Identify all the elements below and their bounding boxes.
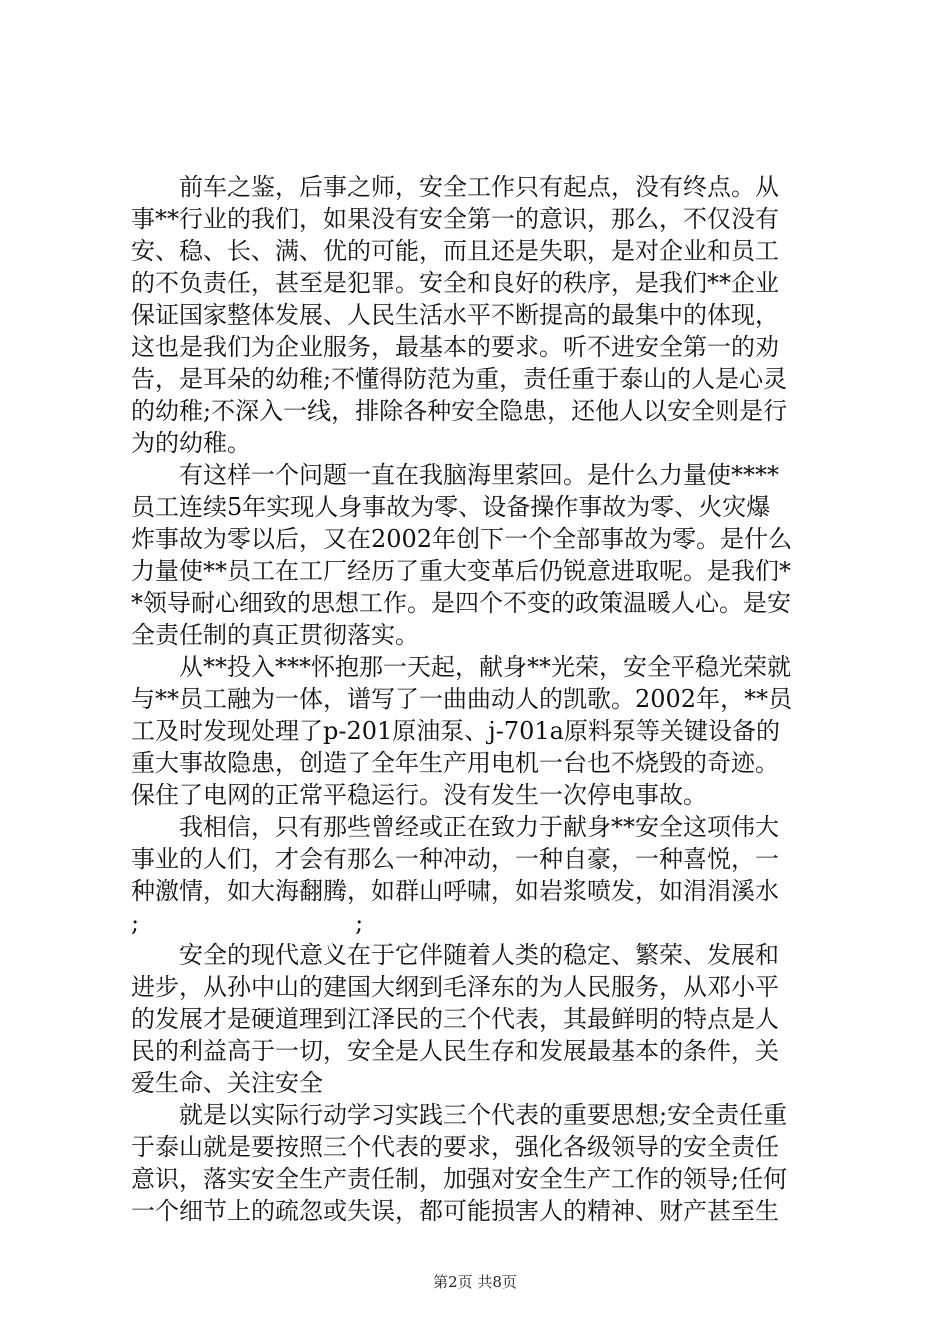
text-line: 的发展才是硬道理到江泽民的三个代表，其最鲜明的特点是人 bbox=[131, 1005, 779, 1033]
text-line: 前车之鉴，后事之师，安全工作只有起点，没有终点。从 bbox=[131, 173, 779, 201]
text-line: 的不负责任，甚至是犯罪。安全和良好的秩序，是我们**企业 bbox=[131, 269, 779, 297]
text-line: 工及时发现处理了p-201原油泵、j-701a原料泵等关键设备的 bbox=[131, 717, 780, 745]
text-line: 于泰山就是要按照三个代表的要求，强化各级领导的安全责任 bbox=[131, 1133, 779, 1161]
text-line: 告，是耳朵的幼稚;不懂得防范为重，责任重于泰山的人是心灵 bbox=[131, 365, 788, 393]
text-line: 有这样一个问题一直在我脑海里萦回。是什么力量使**** bbox=[131, 461, 779, 489]
text-line: 一个细节上的疏忽或失误，都可能损害人的精神、财产甚至生 bbox=[131, 1197, 779, 1225]
text-line: 炸事故为零以后，又在2002年创下一个全部事故为零。是什么 bbox=[131, 525, 793, 553]
text-line: 种激情，如大海翻腾，如群山呼啸，如岩浆喷发，如涓涓溪水 bbox=[131, 877, 779, 905]
text-line: 爱生命、关注安全 bbox=[131, 1069, 323, 1097]
text-line: 我相信，只有那些曾经或正在致力于献身**安全这项伟大 bbox=[131, 813, 779, 841]
text-line: 事业的人们，才会有那么一种冲动，一种自豪，一种喜悦，一 bbox=[131, 845, 779, 873]
text-line: 意识，落实安全生产责任制，加强对安全生产工作的领导;任何 bbox=[131, 1165, 788, 1193]
text-line: 保住了电网的正常平稳运行。没有发生一次停电事故。 bbox=[131, 781, 707, 809]
text-line: 为的幼稚。 bbox=[131, 429, 251, 457]
text-line: 事**行业的我们，如果没有安全第一的意识，那么，不仅没有 bbox=[131, 205, 779, 233]
text-line: 重大事故隐患，创造了全年生产用电机一台也不烧毁的奇迹。 bbox=[131, 749, 779, 777]
text-line: *领导耐心细致的思想工作。是四个不变的政策温暖人心。是安 bbox=[131, 589, 791, 617]
text-line: 这也是我们为企业服务，最基本的要求。听不进安全第一的劝 bbox=[131, 333, 779, 361]
text-line: 与**员工融为一体，谱写了一曲曲动人的凯歌。2002年，**员 bbox=[131, 685, 793, 713]
text-line: 就是以实际行动学习实践三个代表的重要思想;安全责任重 bbox=[131, 1101, 788, 1129]
text-line: 全责任制的真正贯彻落实。 bbox=[131, 621, 419, 649]
text-line: 进步，从孙中山的建国大纲到毛泽东的为人民服务，从邓小平 bbox=[131, 973, 779, 1001]
text-line: 保证国家整体发展、人民生活水平不断提高的最集中的体现， bbox=[131, 301, 779, 329]
text-line: 安、稳、长、满、优的可能，而且还是失职，是对企业和员工 bbox=[131, 237, 779, 265]
text-line: 力量使**员工在工厂经历了重大变革后仍锐意进取呢。是我们* bbox=[131, 557, 791, 585]
text-line: ; ; bbox=[131, 909, 364, 937]
text-line: 员工连续5年实现人身事故为零、设备操作事故为零、火灾爆 bbox=[131, 493, 771, 521]
text-line: 从**投入***怀抱那一天起，献身**光荣，安全平稳光荣就 bbox=[131, 653, 791, 681]
text-line: 的幼稚;不深入一线，排除各种安全隐患，还他人以安全则是行 bbox=[131, 397, 788, 425]
text-line: 安全的现代意义在于它伴随着人类的稳定、繁荣、发展和 bbox=[131, 941, 779, 969]
text-line: 民的利益高于一切，安全是人民生存和发展最基本的条件，关 bbox=[131, 1037, 779, 1065]
page-number: 第2页 共8页 bbox=[433, 1273, 517, 1291]
body-text bbox=[131, 171, 831, 1227]
